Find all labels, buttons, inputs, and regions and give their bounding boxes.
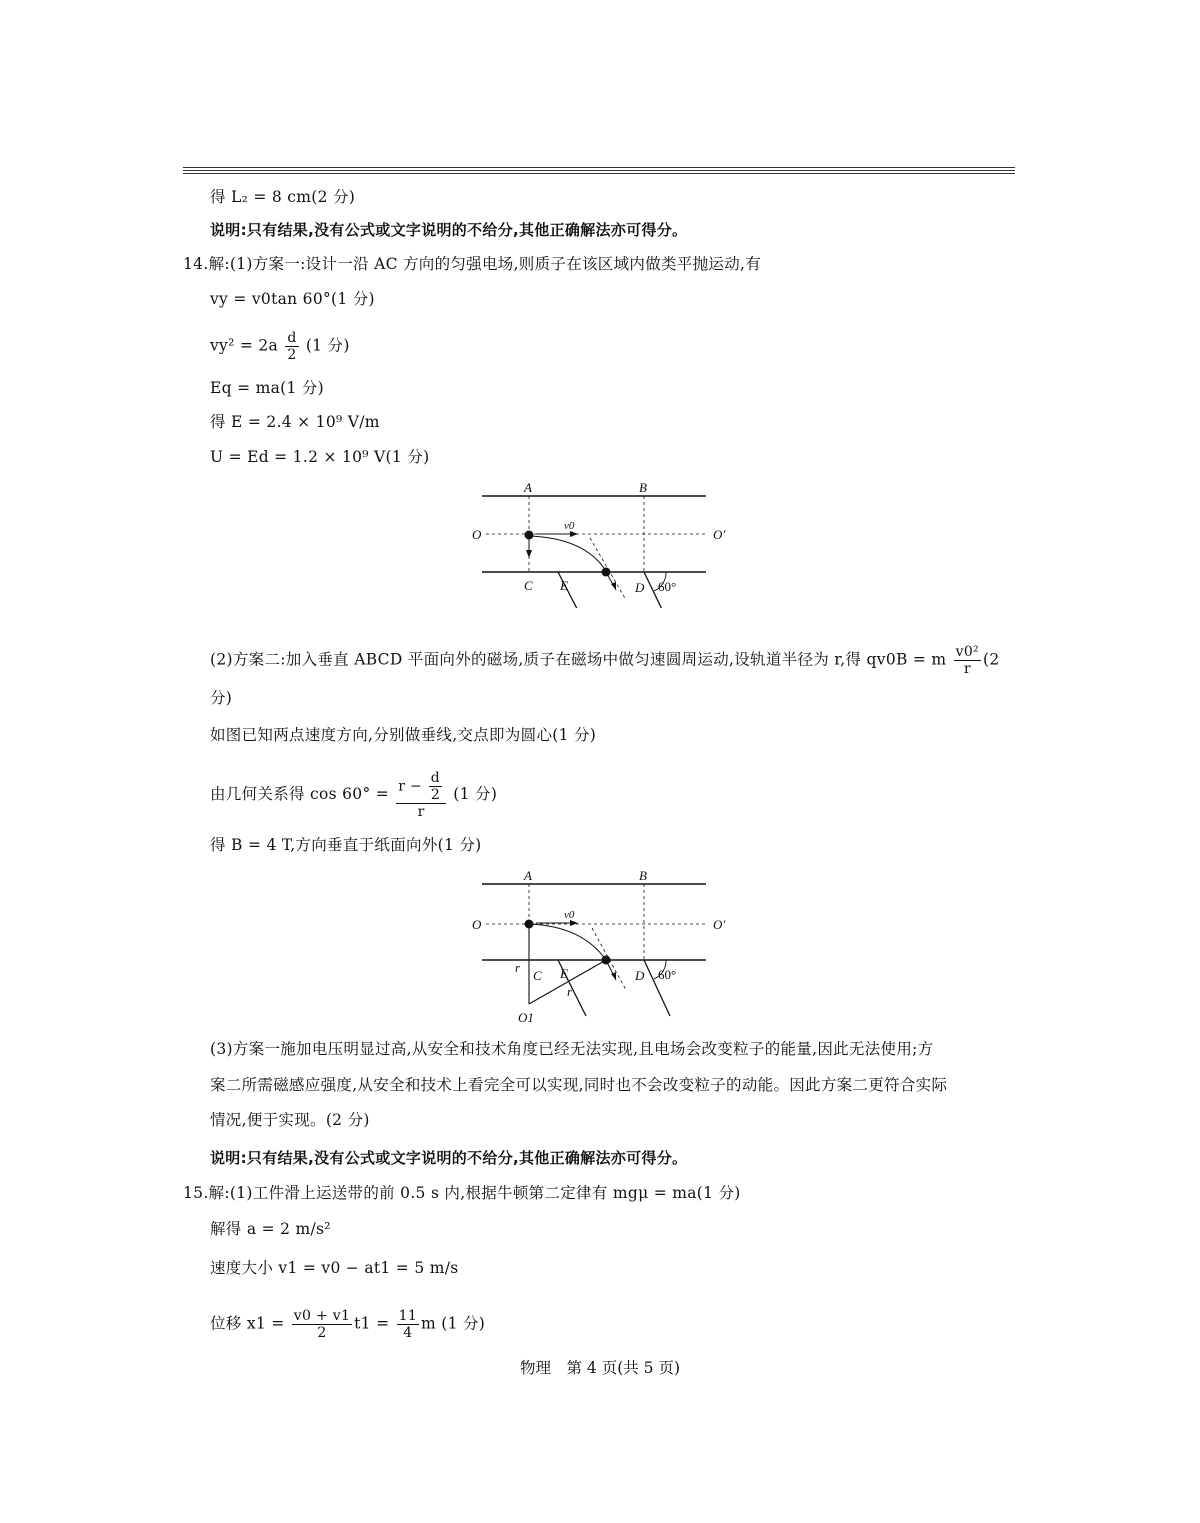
label-o-prime: O′ <box>713 917 726 932</box>
particle-exit <box>602 956 611 965</box>
q14-eq3: Eq = ma(1 分) <box>210 379 324 397</box>
label-v0: v0 <box>564 520 575 532</box>
particle-exit <box>602 568 611 577</box>
q14-p2-line2: 如图已知两点速度方向,分别做垂线,交点即为圆心(1 分) <box>210 726 597 744</box>
label-c: C <box>524 578 533 593</box>
q15-number: 15. <box>183 1184 209 1202</box>
vy-arrowhead <box>526 550 532 558</box>
q14-intro-text: 解:(1)方案一:设计一沿 AC 方向的匀强电场,则质子在该区域内做类平抛运动,有 <box>208 255 762 273</box>
q14-p3-line2: 案二所需磁感应强度,从安全和技术上看完全可以实现,同时也不会改变粒子的动能。因此方案二更符合实际 <box>210 1076 948 1094</box>
q14-intro <box>183 254 761 274</box>
note-1: 说明:只有结果,没有公式或文字说明的不给分,其他正确解法亦可得分。 <box>210 221 688 239</box>
q14-p2-fraction <box>954 644 981 677</box>
q14-cos-den: r <box>417 804 425 820</box>
header-rule-mid <box>183 170 1015 171</box>
arc-trajectory <box>529 924 606 960</box>
q15-x1-mid: t1 = <box>354 1314 390 1333</box>
q14-p2-tail-line: 分) <box>210 689 233 707</box>
label-a: A <box>524 480 532 495</box>
q14-eq2-post: (1 分) <box>305 336 350 355</box>
q14-cos-num <box>396 770 446 804</box>
q14-eq2-fraction <box>285 330 298 363</box>
label-v0: v0 <box>564 909 575 921</box>
q14-eq2-pre: vy² = 2a <box>210 336 279 355</box>
q15-x1-fraction2 <box>397 1308 419 1341</box>
q14-cos-pre: 由几何关系得 cos 60° = <box>210 785 390 803</box>
label-o: O <box>472 527 482 542</box>
q15-x1-post: m (1 分) <box>421 1314 486 1333</box>
q14-p2 <box>210 644 1000 677</box>
q14-cos-inner-den: 2 <box>430 787 441 803</box>
q15-x1-den1: 2 <box>317 1325 327 1341</box>
q15-x1 <box>210 1308 485 1341</box>
label-e: E <box>560 966 568 981</box>
label-o-prime: O′ <box>713 527 726 542</box>
note-2: 说明:只有结果,没有公式或文字说明的不给分,其他正确解法亦可得分。 <box>210 1149 688 1167</box>
q14-cos-inner-fraction <box>429 770 442 803</box>
figure-magnetic-field <box>470 866 750 1026</box>
q14-p3-line1: (3)方案一施加电压明显过高,从安全和技术角度已经无法实现,且电场会改变粒子的能量,因此无法使用;方 <box>210 1040 934 1058</box>
particle-start <box>525 920 534 929</box>
q14-p2-text: (2)方案二:加入垂直 ABCD 平面向外的磁场,质子在磁场中做匀速圆周运动,设轨道半径为 r,得 qv0B = m <box>210 650 947 669</box>
q14-cos-inner-num: d <box>430 770 441 786</box>
q14-eq4: 得 E = 2.4 × 10⁹ V/m <box>210 413 380 431</box>
label-r-slanted: r <box>567 984 573 999</box>
q15-a: 解得 a = 2 m/s² <box>210 1220 331 1238</box>
q14-p2-tail: (2 <box>982 650 1000 669</box>
q15-intro <box>183 1183 741 1203</box>
label-r-vertical: r <box>515 960 521 975</box>
q14-eq2 <box>210 330 350 363</box>
label-o: O <box>472 917 482 932</box>
q15-x1-den2: 4 <box>403 1325 413 1341</box>
l2-result: 得 L₂ = 8 cm(2 分) <box>210 188 356 206</box>
label-a: A <box>524 868 532 883</box>
trajectory <box>529 536 606 571</box>
q14-eq2-den: 2 <box>287 347 297 363</box>
q14-b-result: 得 B = 4 T,方向垂直于纸面向外(1 分) <box>210 836 482 854</box>
q15-x1-fraction1 <box>292 1308 352 1341</box>
q14-cos-post: (1 分) <box>453 785 498 803</box>
q14-p2-num: v0² <box>955 644 979 660</box>
q14-cos <box>210 770 497 820</box>
page-footer: 物理 第 4 页(共 5 页) <box>519 1359 681 1377</box>
q14-cos-num-r: r − <box>398 778 423 795</box>
q14-eq2-num: d <box>287 330 297 346</box>
label-angle: 60° <box>658 967 677 982</box>
header-rule-bottom <box>183 173 1015 174</box>
label-d: D <box>635 968 645 983</box>
label-o1: O1 <box>518 1010 534 1025</box>
particle-start <box>525 531 534 540</box>
label-angle: 60° <box>658 579 677 594</box>
label-e: E <box>560 578 568 593</box>
q14-eq1: vy = v0tan 60°(1 分) <box>210 290 375 308</box>
q15-x1-num1: v0 + v1 <box>293 1308 351 1324</box>
label-b: B <box>639 480 647 495</box>
q15-x1-pre: 位移 x1 = <box>210 1314 285 1333</box>
label-c: C <box>533 968 542 983</box>
exit-arrowhead <box>611 972 616 980</box>
q15-x1-num2: 11 <box>398 1308 418 1324</box>
q15-v1: 速度大小 v1 = v0 − at1 = 5 m/s <box>210 1259 459 1277</box>
label-d: D <box>635 580 645 595</box>
q15-intro-text: 解:(1)工件滑上运送带的前 0.5 s 内,根据牛顿第二定律有 mgμ = ma(1 分) <box>208 1184 741 1202</box>
q14-eq5: U = Ed = 1.2 × 10⁹ V(1 分) <box>210 448 430 466</box>
label-b: B <box>639 868 647 883</box>
q14-cos-fraction <box>396 770 446 820</box>
header-rule-top <box>183 167 1015 168</box>
q14-p2-den: r <box>963 661 971 677</box>
figure-electric-field <box>470 478 750 608</box>
q14-number: 14. <box>183 255 209 273</box>
q14-p3-line3: 情况,便于实现。(2 分) <box>210 1111 370 1129</box>
